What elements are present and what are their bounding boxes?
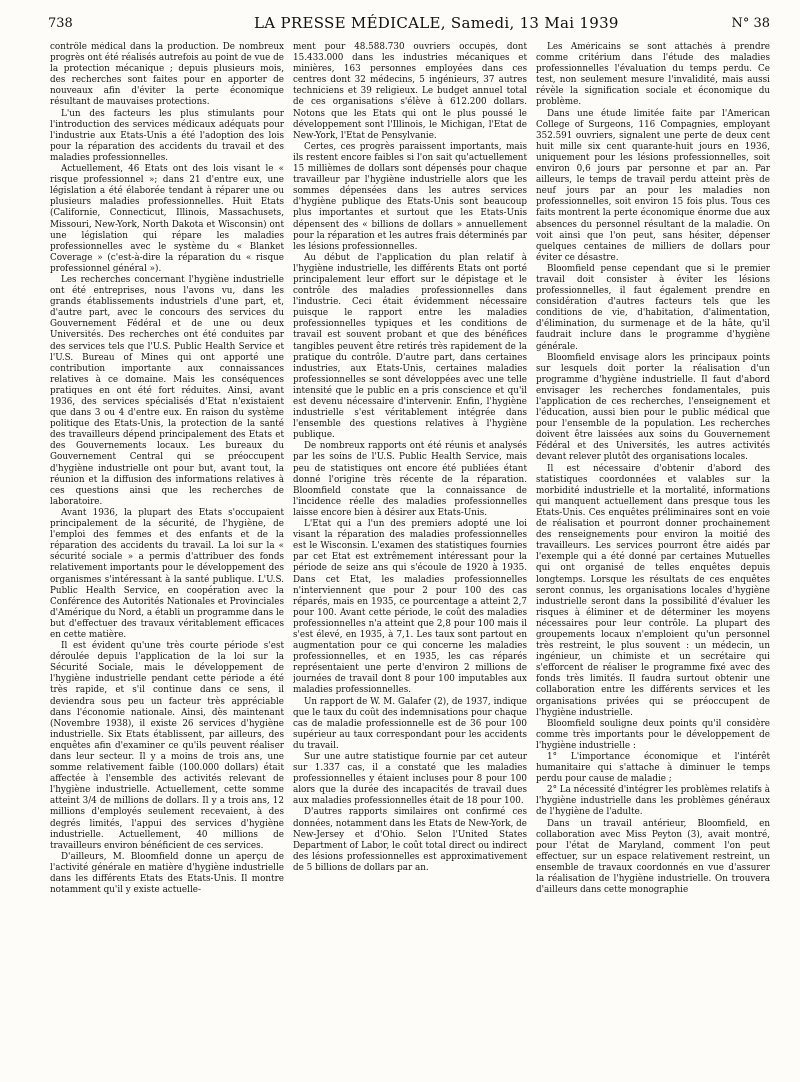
text-column-1 — [50, 42, 284, 1076]
page-number: 738 — [48, 16, 73, 31]
paragraph: Les recherches concernant l'hygiène industrielle ont été entreprises, nous l'avons vu, dans les grands établissements industriels d'une part, et, d'autre part, avec le concours des services du Gouvernement Fédéral et de une ou deux Universités. Des recherches ont été conduites par des services tels que l'U.S. Public Health Service et l'U.S. Bureau of Mines qui ont apporté une contribution importante aux connaissances relatives à ce domaine. Mais les conséquences pratiques en ont été fort réduites. Ainsi, avant 1936, des services spécialisés d'Etat n'existaient que dans 3 ou 4 d'entre eux. En raison du système politique des Etats-Unis, la protection de la santé des travailleurs dépend principalement des Etats et des Gouvernements locaux. Les bureaux du Gouvernement Central qui se préoccupent d'hygiène industrielle ont pour but, avant tout, la réunion et la diffusion des informations relatives à ces questions ainsi que les recherches de laboratoire. — [50, 274, 284, 507]
journal-title: LA PRESSE MÉDICALE, Samedi, 13 Mai 1939 — [254, 14, 619, 32]
issue-number: N° 38 — [731, 16, 770, 31]
paragraph: Un rapport de W. M. Galafer (2), de 1937, indique que le taux du coût des indemnisations pour chaque cas de maladie professionnelle est de 36 pour 100 supérieur au taux correspondant pour les accidents du travail. — [293, 696, 527, 751]
paragraph: Les Américains se sont attachés à prendre comme critérium dans l'étude des maladies professionnelles l'évaluation du temps perdu. Ce test, non seulement mesure l'invalidité, mais aussi révèle la signification sociale et économique du problème. — [536, 42, 770, 108]
paragraph: L'un des facteurs les plus stimulants pour l'introduction des services médicaux adéquats pour l'industrie aux Etats-Unis a été l'adoption des lois pour la réparation des accidents du travail et des maladies professionnelles. — [50, 108, 284, 163]
paragraph: Avant 1936, la plupart des Etats s'occupaient principalement de la sécurité, de l'hygiène, de l'emploi des femmes et des enfants et de la réparation des accidents du travail. La loi sur la « sécurité sociale » a permis d'attribuer des fonds relativement importants pour le développement des organismes s'intéressant à la santé publique. L'U.S. Public Health Service, en coopération avec la Conférence des Autorités Nationales et Provinciales d'Amérique du Nord, a établi un programme dans le but d'effectuer des travaux véritablement efficaces en cette matière. — [50, 507, 284, 640]
paragraph: contrôle médical dans la production. De nombreux progrès ont été réalisés autrefois au point de vue de la protection mécanique ; depuis plusieurs mois, des recherches sont faites pour en apporter de nouveaux afin d'éviter la perte économique résultant de mauvaises protections. — [50, 42, 284, 108]
paragraph: Certes, ces progrès paraissent importants, mais ils restent encore faibles si l'on sait qu'actuellement 15 millièmes de dollars sont dépensés pour chaque travailleur par l'hygiène industrielle alors que les sommes dépensées dans les autres services d'hygiène publique des Etats-Unis sont beaucoup plus importantes et surtout que les Etats-Unis dépensent des « billions de dollars » annuellement pour la réparation et les autres frais déterminés par les lésions professionnelles. — [293, 141, 527, 252]
paragraph: Sur une autre statistique fournie par cet auteur sur 1.337 cas, il a constaté que les maladies professionnelles y étaient incluses pour 8 pour 100 alors que la durée des incapacités de travail dues aux maladies professionnelles était de 18 pour 100. — [293, 752, 527, 807]
paragraph: Dans un travail antérieur, Bloomfield, en collaboration avec Miss Peyton (3), avait montré, pour l'état de Maryland, comment l'on peut effectuer, sur un espace relativement restreint, un ensemble de travaux coordonnés en vue d'assurer la réalisation de l'hygiène industrielle. On trouvera d'ailleurs dans cette monographie — [536, 818, 770, 896]
paragraph: Bloomfield pense cependant que si le premier travail doit consister à éviter les lésions professionnelles, il faut également prendre en considération d'autres facteurs tels que les conditions de vie, d'habitation, d'alimentation, d'élimination, du surmenage et de la hâte, qu'il faudrait inclure dans le programme d'hygiène générale. — [536, 263, 770, 352]
paragraph: Il est nécessaire d'obtenir d'abord des statistiques coordonnées et valables sur la morbidité industrielle et la mortalité, informations qui manquent actuellement dans presque tous les Etats-Unis. Ces enquêtes préliminaires sont en voie de réalisation et pourront donner prochainement des renseignements pour environ la moitié des travailleurs. Les services pourront être aidés par l'exemple qui a été donné par certaines Mutuelles qui ont organisé de telles enquêtes depuis longtemps. Lorsque les résultats de ces enquêtes seront connus, les organisations locales d'hygiène industrielle seront dans la possibilité d'évaluer les risques à éliminer et de déterminer les moyens nécessaires pour leur contrôle. La plupart des groupements locaux n'emploient qu'un personnel très restreint, le plus souvent : un médecin, un ingénieur, un chimiste et un secrétaire qui s'efforcent de réaliser le programme fixé avec des fonds très limités. Il faudra surtout obtenir une collaboration entre les différents services et les organisations privées qui se préoccupent de l'hygiène industrielle. — [536, 463, 770, 718]
paragraph: Actuellement, 46 Etats ont des lois visant le « risque professionnel »; dans 21 d'entre eux, une législation a été élaborée tendant à réparer une ou plusieurs maladies professionnelles. Huit Etats (Californie, Connecticut, Illinois, Massachusets, Missouri, New-York, North Dakota et Wisconsin) ont une législation qui répare les maladies professionnelles avec le système du « Blanket Coverage » (c'est-à-dire la réparation du « risque professionnel général »). — [50, 164, 284, 274]
paragraph: 2° La nécessité d'intégrer les problèmes relatifs à l'hygiène industrielle dans les problèmes généraux de l'hygiène de l'adulte. — [536, 785, 770, 818]
paragraph: Dans une étude limitée faite par l'American College of Surgeons, 116 Compagnies, employant 352.591 ouvriers, signalent une perte de deux cent huit mille six cent quarante-huit jours en 1936, uniquement pour les lésions professionnelles, soit environ 0,6 jours par personne et par an. Par ailleurs, le temps de travail perdu atteint près de neuf jours par an pour les maladies non professionnelles, soit environ 15 fois plus. Tous ces faits montrent la perte économique énorme due aux absences du personnel résultant de la maladie. On voit ainsi que l'on peut, sans hésiter, dépenser quelques centaines de milliers de dollars pour éviter ce désastre. — [536, 108, 770, 263]
paragraph: Bloomfield envisage alors les principaux points sur lesquels doit porter la réalisation d'un programme d'hygiène industrielle. Il faut d'abord envisager les recherches fondamentales, puis l'application de ces recherches, l'enseignement et l'éducation, aussi bien pour le public médical que pour l'ensemble de la population. Les recherches doivent être laissées aux soins du Gouvernement Fédéral et des Universités, les autres activités devant relever plutôt des organisations locales. — [536, 352, 770, 463]
article-body — [50, 42, 770, 1076]
paragraph: 1° L'importance économique et l'intérêt humanitaire qui s'attache à diminuer le temps perdu pour cause de maladie ; — [536, 752, 770, 785]
paragraph: ment pour 48.588.730 ouvriers occupés, dont 15.433.000 dans les industries mécaniques et minières, 163 personnes employées dans ces centres dont 32 médecins, 5 ingénieurs, 37 autres techniciens et 39 religieux. Le budget annuel total de ces organisations s'élève à 612.200 dollars. Notons que les Etats qui ont le plus poussé le développement sont l'Illinois, le Michigan, l'Etat de New-York, l'Etat de Pensylvanie. — [293, 42, 527, 141]
paragraph: De nombreux rapports ont été réunis et analysés par les soins de l'U.S. Public Health Service, mais peu de statistiques ont encore été publiées étant donné l'origine très récente de la réparation. Bloomfield constate que la connaissance de l'incidence réelle des maladies professionnelles laisse encore bien à désirer aux Etats-Unis. — [293, 441, 527, 518]
paragraph: Bloomfield souligne deux points qu'il considère comme très importants pour le développement de l'hygiène industrielle : — [536, 718, 770, 751]
running-header — [48, 14, 770, 36]
paragraph: Au début de l'application du plan relatif à l'hygiène industrielle, les différents Etats ont porté principalement leur effort sur le dépistage et le contrôle des maladies professionnelles dans l'industrie. Ceci était évidemment nécessaire puisque le rapport entre les maladies professionnelles typiques et les conditions de travail est souvent probant et que des bénéfices tangibles peuvent être retirés très rapidement de la pratique du contrôle. D'autre part, dans certaines industries, aux Etats-Unis, certaines maladies professionnelles se sont développées avec une telle intensité que le public en a pris conscience et qu'il est devenu nécessaire d'intervenir. Enfin, l'hygiène industrielle s'est véritablement intégrée dans l'ensemble des questions relatives à l'hygiène publique. — [293, 252, 527, 441]
paragraph: D'ailleurs, M. Bloomfield donne un aperçu de l'activité générale en matière d'hygiène industrielle dans les différents Etats des Etats-Unis. Il montre notamment qu'il y existe actuelle- — [50, 851, 284, 896]
text-column-2 — [293, 42, 527, 1076]
text-column-3 — [536, 42, 770, 1076]
paragraph: D'autres rapports similaires ont confirmé ces données, notamment dans les Etats de New-York, de New-Jersey et d'Ohio. Selon l'United States Department of Labor, le coût total direct ou indirect des lésions professionnelles est approximativement de 5 billions de dollars par an. — [293, 807, 527, 873]
paragraph: L'Etat qui a l'un des premiers adopté une loi visant la réparation des maladies professionnelles est le Wisconsin. L'examen des statistiques fournies par cet Etat est extrêmement intéressant pour la période de seize ans qui s'écoule de 1920 à 1935. Dans cet Etat, les maladies professionnelles n'interviennent que pour 2 pour 100 des cas réparés, mais en 1935, ce pourcentage a atteint 2,7 pour 100. Avant cette période, le coût des maladies professionnelles n'a atteint que 2,8 pour 100 mais il s'est élevé, en 1935, à 7,1. Les taux sont partout en augmentation pour ce qui concerne les maladies professionnelles, et en 1935, les cas réparés représentaient une perte d'environ 2 millions de journées de travail dont 8 pour 100 imputables aux maladies professionnelles. — [293, 519, 527, 696]
paragraph: Il est évident qu'une très courte période s'est déroulée depuis l'application de la loi sur la Sécurité Sociale, mais le développement de l'hygiène industrielle pendant cette période a été très rapide, et s'il continue dans ce sens, il deviendra sous peu un facteur très appréciable dans l'économie nationale. Ainsi, dès maintenant (Novembre 1938), il existe 26 services d'hygiène industrielle. Six Etats établissent, par ailleurs, des enquêtes afin d'examiner ce qu'ils peuvent réaliser dans leur secteur. Il y a moins de trois ans, une somme relativement faible (100.000 dollars) était affectée à l'ensemble des activités relevant de l'hygiène industrielle. Actuellement, cette somme atteint 3/4 de millions de dollars. Il y a trois ans, 12 millions d'employés seulement recevaient, à des degrés limités, l'appui des services d'hygiène industrielle. Actuellement, 40 millions de travailleurs environ bénéficient de ces services. — [50, 641, 284, 851]
